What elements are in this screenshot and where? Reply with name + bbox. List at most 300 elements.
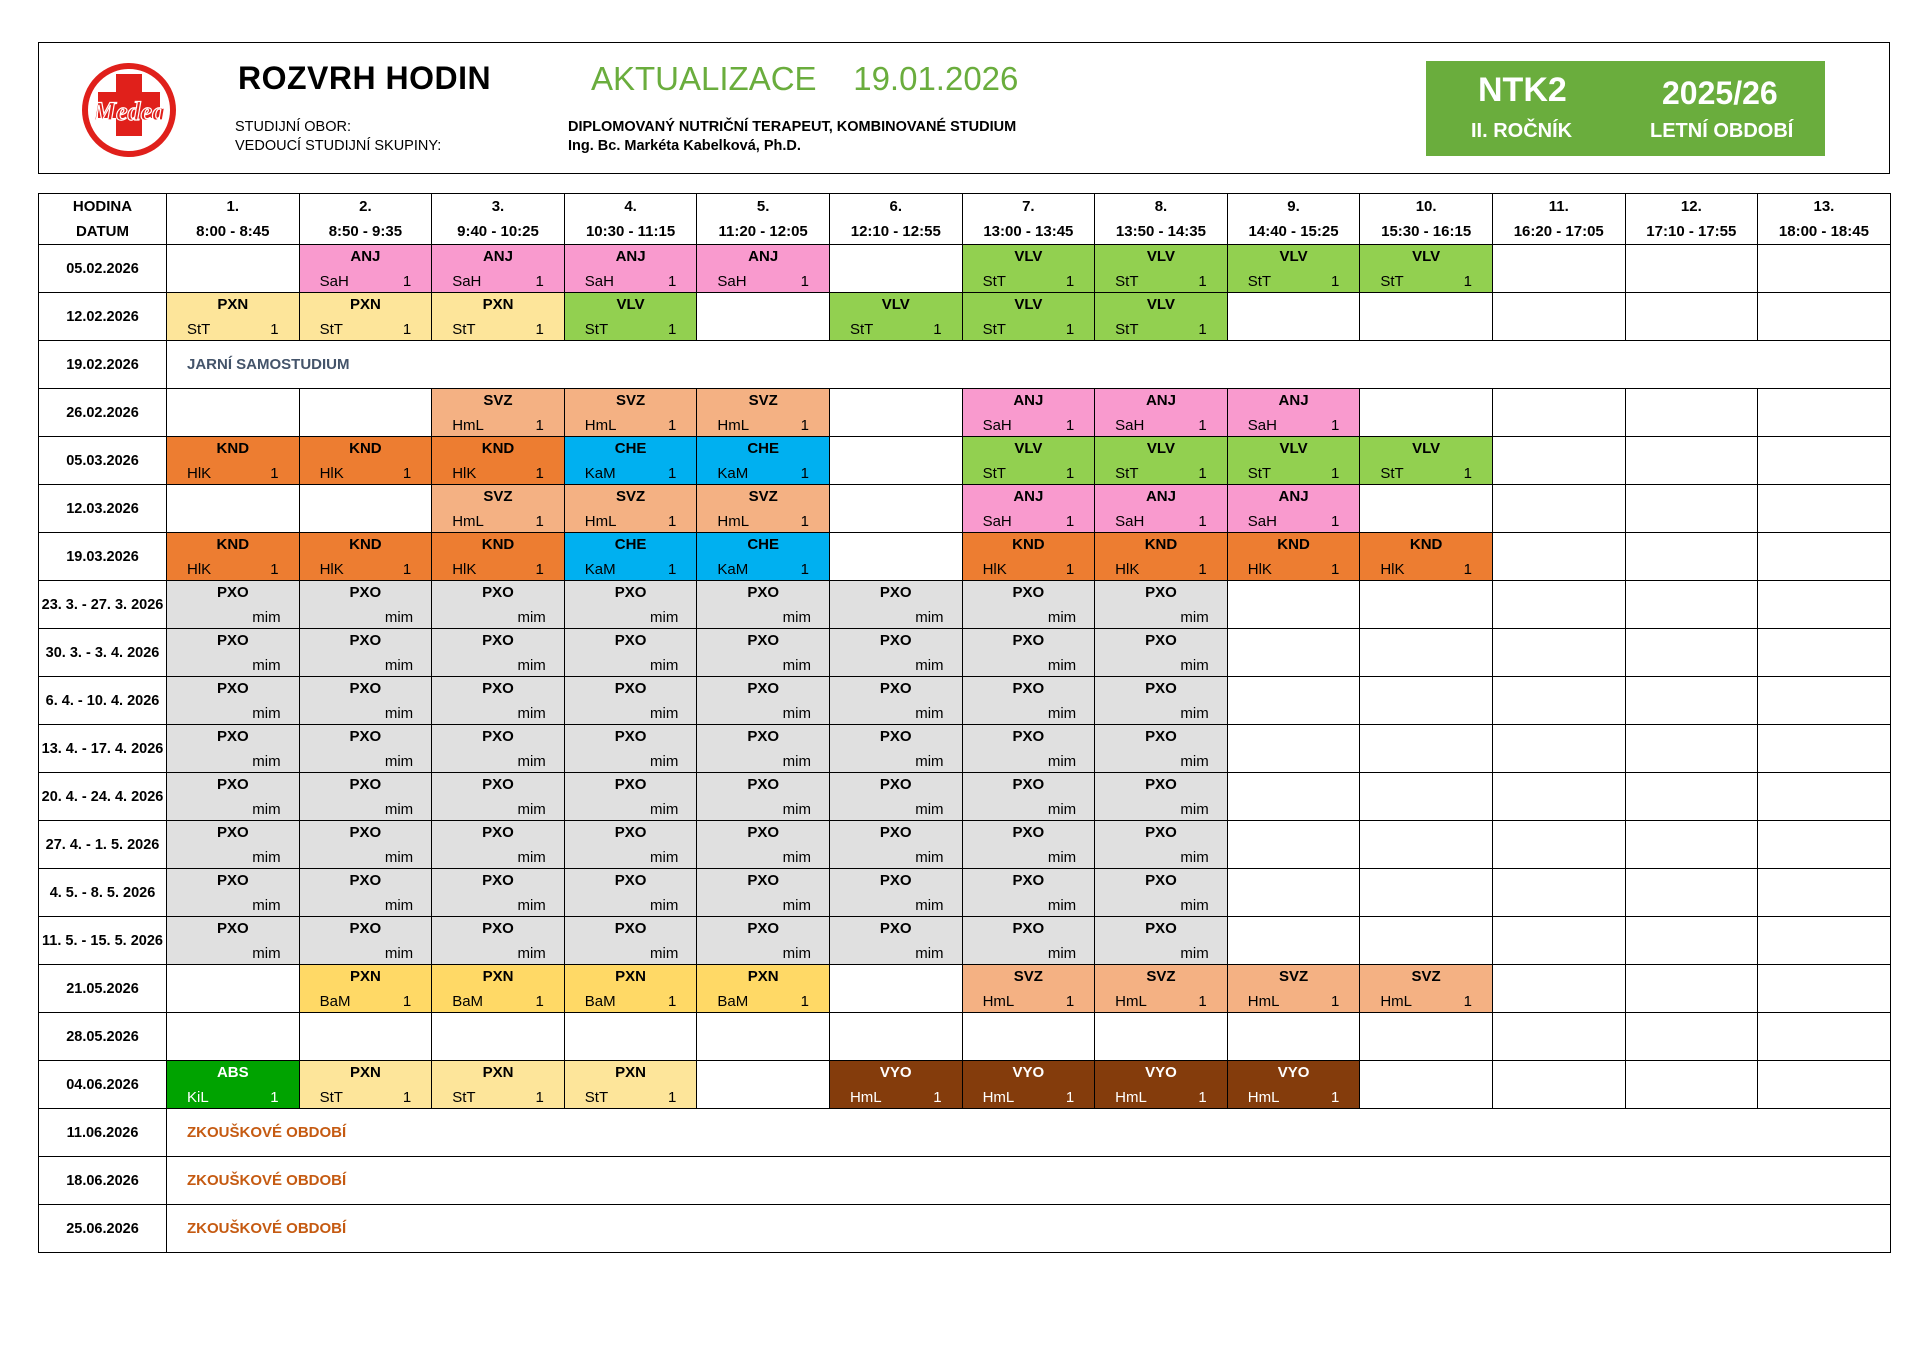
lesson-cell[interactable] (1095, 965, 1228, 1013)
subject-code: SVZ (1411, 968, 1441, 985)
lesson-cell[interactable] (697, 677, 830, 725)
lesson-cell[interactable] (564, 677, 697, 725)
lesson-note: mim (650, 753, 679, 770)
room-number: 1 (1463, 465, 1472, 482)
teacher-code: StT (849, 321, 874, 338)
lesson-note: mim (252, 801, 281, 818)
empty-cell (1492, 965, 1625, 1013)
subject-code: SVZ (1278, 968, 1309, 985)
hour-time: 15:30 - 16:15 (1381, 223, 1472, 240)
lesson-cell[interactable] (1227, 533, 1360, 581)
room-number: 1 (402, 273, 412, 290)
subject-code: PXO (216, 680, 249, 697)
lesson-cell[interactable] (1360, 533, 1493, 581)
lesson-cell[interactable] (299, 293, 432, 341)
lesson-cell[interactable] (829, 773, 962, 821)
hour-header (829, 194, 962, 245)
lesson-cell[interactable] (564, 293, 697, 341)
period-note: ZKOUŠKOVÉ OBDOBÍ (167, 1109, 1891, 1157)
subject-code: PXN (615, 968, 646, 985)
corner-cell (39, 194, 167, 245)
room-number: 1 (1198, 273, 1207, 290)
lesson-cell[interactable] (962, 293, 1095, 341)
lesson-cell[interactable] (829, 629, 962, 677)
lesson-cell[interactable] (962, 485, 1095, 533)
empty-cell (1227, 869, 1360, 917)
lesson-cell[interactable] (1360, 965, 1493, 1013)
lesson-cell[interactable] (829, 917, 962, 965)
subject-code: VLV (1412, 440, 1441, 457)
lesson-cell[interactable] (564, 725, 697, 773)
lesson-cell[interactable] (167, 533, 300, 581)
subject-code: PXO (216, 728, 249, 745)
lesson-cell[interactable] (564, 485, 697, 533)
lesson-cell[interactable] (299, 725, 432, 773)
subject-code: PXO (1145, 824, 1177, 841)
subject-code: VLV (1146, 248, 1175, 265)
subject-code: PXO (1145, 680, 1177, 697)
lesson-cell[interactable] (432, 437, 565, 485)
room-number: 1 (800, 273, 809, 290)
lesson-cell[interactable] (432, 1061, 565, 1109)
subject-code: PXO (349, 872, 382, 889)
hour-time: 14:40 - 15:25 (1248, 223, 1339, 240)
schedule-row (39, 341, 1891, 389)
lesson-note: mim (1180, 849, 1209, 866)
hour-time: 8:50 - 9:35 (328, 223, 403, 240)
teacher-code: KaM (584, 465, 616, 482)
lesson-cell[interactable] (299, 869, 432, 917)
lesson-cell[interactable] (1095, 533, 1228, 581)
lesson-cell[interactable] (697, 629, 830, 677)
lesson-cell[interactable] (697, 485, 830, 533)
lesson-cell[interactable] (299, 581, 432, 629)
lesson-cell[interactable] (564, 245, 697, 293)
lesson-cell[interactable] (962, 389, 1095, 437)
subject-code: PXO (1145, 920, 1177, 937)
subject-code: SVZ (1146, 968, 1176, 985)
lesson-cell[interactable] (962, 1061, 1095, 1109)
subject-code: PXO (1012, 776, 1045, 793)
hour-number: 6. (889, 198, 903, 215)
lesson-cell[interactable] (564, 581, 697, 629)
lesson-cell[interactable] (1227, 389, 1360, 437)
hour-header (697, 194, 830, 245)
hour-number: 13. (1813, 198, 1835, 215)
empty-cell (962, 1013, 1095, 1061)
lesson-note: mim (252, 753, 281, 770)
lesson-cell[interactable] (299, 917, 432, 965)
lesson-note: mim (252, 945, 281, 962)
empty-cell (1360, 629, 1493, 677)
header-row (39, 194, 1891, 245)
subject-code: CHE (614, 536, 647, 553)
date-cell: 05.02.2026 (39, 245, 167, 293)
subject-code: ANJ (615, 248, 646, 265)
subject-code: ANJ (350, 248, 381, 265)
date-cell: 25.06.2026 (39, 1205, 167, 1253)
empty-cell (1758, 677, 1891, 725)
lesson-cell[interactable] (167, 869, 300, 917)
empty-cell (1758, 629, 1891, 677)
empty-cell (1360, 773, 1493, 821)
lesson-cell[interactable] (167, 725, 300, 773)
empty-cell (1625, 869, 1758, 917)
lesson-cell[interactable] (1095, 869, 1228, 917)
schedule-row (39, 533, 1891, 581)
teacher-code: HmL (1380, 993, 1413, 1010)
lesson-cell[interactable] (167, 821, 300, 869)
room-number: 1 (800, 993, 809, 1010)
lesson-cell[interactable] (829, 581, 962, 629)
lesson-cell[interactable] (167, 437, 300, 485)
room-number: 1 (1198, 513, 1207, 530)
lesson-cell[interactable] (1095, 725, 1228, 773)
lesson-cell[interactable] (167, 293, 300, 341)
lesson-cell[interactable] (167, 677, 300, 725)
lesson-cell[interactable] (962, 725, 1095, 773)
lesson-cell[interactable] (1360, 437, 1493, 485)
lesson-cell[interactable] (564, 869, 697, 917)
empty-cell (1758, 725, 1891, 773)
empty-cell (1758, 437, 1891, 485)
empty-cell (1227, 821, 1360, 869)
lesson-cell[interactable] (432, 773, 565, 821)
lesson-cell[interactable] (564, 389, 697, 437)
lesson-cell[interactable] (564, 821, 697, 869)
lesson-cell[interactable] (829, 725, 962, 773)
empty-cell (1227, 581, 1360, 629)
hour-time: 13:00 - 13:45 (983, 223, 1074, 240)
lesson-cell[interactable] (962, 533, 1095, 581)
lesson-cell[interactable] (1095, 917, 1228, 965)
lesson-cell[interactable] (564, 1061, 697, 1109)
lesson-cell[interactable] (962, 965, 1095, 1013)
room-number: 1 (270, 1089, 279, 1106)
lesson-cell[interactable] (299, 821, 432, 869)
lesson-cell[interactable] (564, 773, 697, 821)
room-number: 1 (1331, 513, 1340, 530)
teacher-code: HmL (717, 417, 750, 434)
lesson-note: mim (1180, 801, 1209, 818)
subject-code: ANJ (1278, 392, 1309, 409)
lesson-cell[interactable] (1227, 437, 1360, 485)
lesson-cell[interactable] (697, 245, 830, 293)
subject-code: PXO (1145, 632, 1177, 649)
empty-cell (299, 1013, 432, 1061)
lesson-note: mim (1180, 753, 1209, 770)
lesson-cell[interactable] (299, 773, 432, 821)
lesson-cell[interactable] (299, 245, 432, 293)
teacher-code: SaH (1115, 513, 1145, 530)
subject-code: PXO (216, 824, 249, 841)
lesson-cell[interactable] (1227, 1061, 1360, 1109)
lesson-cell[interactable] (1095, 293, 1228, 341)
subject-code: KND (216, 440, 250, 457)
term: LETNÍ OBDOBÍ (1650, 120, 1794, 142)
subject-code: SVZ (748, 488, 778, 505)
subject-code: PXO (482, 632, 514, 649)
empty-cell (1625, 533, 1758, 581)
lesson-cell[interactable] (962, 869, 1095, 917)
date-cell: 30. 3. - 3. 4. 2026 (39, 629, 167, 677)
teacher-code: BaM (584, 993, 616, 1010)
teacher-code: StT (584, 1089, 609, 1106)
teacher-code: StT (1115, 465, 1139, 482)
subject-code: PXN (482, 1064, 514, 1081)
empty-cell (1360, 917, 1493, 965)
lesson-cell[interactable] (432, 917, 565, 965)
hour-header (1227, 194, 1360, 245)
lesson-cell[interactable] (829, 1061, 962, 1109)
lesson-cell[interactable] (829, 293, 962, 341)
lesson-cell[interactable] (1095, 1061, 1228, 1109)
lesson-cell[interactable] (829, 677, 962, 725)
date-cell: 19.03.2026 (39, 533, 167, 581)
lesson-note: mim (915, 897, 944, 914)
subject-code: PXO (1145, 728, 1177, 745)
lesson-cell[interactable] (167, 773, 300, 821)
lesson-cell[interactable] (432, 485, 565, 533)
hour-number: 12. (1680, 198, 1702, 215)
lesson-cell[interactable] (564, 965, 697, 1013)
lesson-cell[interactable] (697, 437, 830, 485)
logo-text: Medea (92, 97, 166, 126)
lesson-cell[interactable] (697, 725, 830, 773)
lesson-cell[interactable] (1227, 965, 1360, 1013)
date-cell: 12.03.2026 (39, 485, 167, 533)
lesson-cell[interactable] (1095, 773, 1228, 821)
lesson-cell[interactable] (1095, 485, 1228, 533)
lesson-cell[interactable] (1095, 677, 1228, 725)
empty-cell (829, 1013, 962, 1061)
hour-time: 18:00 - 18:45 (1778, 223, 1869, 240)
lesson-cell[interactable] (829, 869, 962, 917)
lesson-cell[interactable] (432, 677, 565, 725)
lesson-cell[interactable] (564, 533, 697, 581)
lesson-cell[interactable] (1360, 245, 1493, 293)
lesson-cell[interactable] (432, 245, 565, 293)
subject-code: PXO (216, 872, 249, 889)
subject-code: PXO (879, 584, 912, 601)
subject-code: KND (1144, 536, 1178, 553)
teacher-code: StT (452, 321, 476, 338)
lesson-cell[interactable] (1095, 821, 1228, 869)
subject-code: PXO (482, 680, 514, 697)
teacher-code: HmL (982, 1089, 1015, 1106)
subject-code: PXO (1145, 776, 1177, 793)
subject-code: PXO (879, 776, 912, 793)
empty-cell (1360, 725, 1493, 773)
lesson-cell[interactable] (299, 965, 432, 1013)
room-number: 1 (1331, 417, 1340, 434)
subject-code: PXN (217, 296, 249, 313)
lesson-cell[interactable] (432, 869, 565, 917)
teacher-code: HlK (1115, 561, 1140, 578)
teacher-code: SaH (982, 513, 1012, 530)
teacher-code: HmL (452, 513, 484, 530)
teacher-code: StT (1380, 273, 1404, 290)
empty-cell (1227, 1013, 1360, 1061)
teacher-code: StT (319, 1089, 343, 1106)
lesson-cell[interactable] (962, 773, 1095, 821)
subject-code: VLV (1146, 296, 1175, 313)
empty-cell (1625, 389, 1758, 437)
lesson-cell[interactable] (299, 1061, 432, 1109)
lesson-cell[interactable] (432, 965, 565, 1013)
lesson-cell[interactable] (1095, 629, 1228, 677)
lesson-cell[interactable] (697, 533, 830, 581)
lesson-note: mim (915, 705, 944, 722)
lesson-cell[interactable] (432, 581, 565, 629)
teacher-code: HlK (982, 561, 1007, 578)
lesson-cell[interactable] (167, 1061, 300, 1109)
empty-cell (1625, 965, 1758, 1013)
room-number: 1 (402, 993, 412, 1010)
lesson-note: mim (650, 609, 679, 626)
lesson-note: mim (252, 609, 281, 626)
lesson-cell[interactable] (432, 821, 565, 869)
empty-cell (1758, 965, 1891, 1013)
lesson-cell[interactable] (1227, 245, 1360, 293)
teacher-code: HlK (452, 465, 477, 482)
empty-cell (1625, 437, 1758, 485)
lesson-cell[interactable] (962, 821, 1095, 869)
room-number: 1 (668, 465, 677, 482)
subject-code: VLV (1279, 248, 1308, 265)
subject-code: PXO (1012, 728, 1045, 745)
lesson-cell[interactable] (697, 773, 830, 821)
lesson-cell[interactable] (167, 917, 300, 965)
lesson-cell[interactable] (1095, 389, 1228, 437)
room-number: 1 (1331, 1089, 1340, 1106)
empty-cell (1227, 293, 1360, 341)
medea-logo-icon (76, 60, 182, 160)
subject-code: VLV (1412, 248, 1441, 265)
hour-number: 7. (1022, 198, 1035, 215)
date-cell: 04.06.2026 (39, 1061, 167, 1109)
teacher-code: HlK (319, 561, 344, 578)
subject-code: PXO (747, 632, 780, 649)
subject-code: PXO (879, 920, 912, 937)
lesson-cell[interactable] (432, 389, 565, 437)
hour-number: 9. (1287, 198, 1300, 215)
empty-cell (1625, 821, 1758, 869)
empty-cell (1625, 1013, 1758, 1061)
subject-code: PXN (482, 968, 514, 985)
lesson-cell[interactable] (962, 581, 1095, 629)
update-date: AKTUALIZACE 19.01.2026 (591, 60, 1019, 97)
teacher-code: StT (319, 321, 343, 338)
room-number: 1 (1331, 561, 1340, 578)
teacher-code: HmL (849, 1089, 882, 1106)
lesson-cell[interactable] (432, 293, 565, 341)
lesson-cell[interactable] (697, 965, 830, 1013)
lesson-cell[interactable] (697, 869, 830, 917)
lesson-note: mim (782, 657, 811, 674)
lesson-cell[interactable] (1095, 245, 1228, 293)
lesson-cell[interactable] (697, 389, 830, 437)
lesson-cell[interactable] (962, 629, 1095, 677)
lesson-cell[interactable] (1095, 581, 1228, 629)
date-cell: 05.03.2026 (39, 437, 167, 485)
date-cell: 20. 4. - 24. 4. 2026 (39, 773, 167, 821)
hour-header (167, 194, 300, 245)
lesson-cell[interactable] (167, 629, 300, 677)
hour-header (1095, 194, 1228, 245)
empty-cell (1625, 1061, 1758, 1109)
lesson-cell[interactable] (299, 629, 432, 677)
lesson-note: mim (384, 753, 414, 770)
lesson-cell[interactable] (299, 533, 432, 581)
lesson-cell[interactable] (167, 581, 300, 629)
lesson-note: mim (782, 753, 811, 770)
lesson-cell[interactable] (829, 821, 962, 869)
lesson-cell[interactable] (1095, 437, 1228, 485)
subject-code: VLV (616, 296, 645, 313)
lesson-cell[interactable] (564, 917, 697, 965)
lesson-cell[interactable] (564, 629, 697, 677)
lesson-note: mim (915, 945, 944, 962)
lesson-cell[interactable] (299, 677, 432, 725)
teacher-code: BaM (452, 993, 484, 1010)
lesson-cell[interactable] (432, 533, 565, 581)
room-number: 1 (535, 993, 544, 1010)
subject-code: SVZ (1013, 968, 1043, 985)
subject-code: VYO (1012, 1064, 1045, 1081)
lesson-cell[interactable] (432, 629, 565, 677)
lesson-cell[interactable] (564, 437, 697, 485)
subject-code: PXO (1145, 872, 1177, 889)
subject-code: VYO (879, 1064, 912, 1081)
schedule-row (39, 485, 1891, 533)
room-number: 1 (668, 513, 677, 530)
room-number: 1 (1463, 993, 1472, 1010)
lesson-note: mim (650, 897, 679, 914)
empty-cell (697, 1061, 830, 1109)
lesson-note: mim (1180, 897, 1209, 914)
lesson-note: mim (517, 897, 546, 914)
empty-cell (1758, 1013, 1891, 1061)
lesson-cell[interactable] (962, 917, 1095, 965)
lesson-cell[interactable] (697, 821, 830, 869)
lesson-cell[interactable] (697, 917, 830, 965)
empty-cell (1625, 581, 1758, 629)
teacher-code: HlK (187, 561, 212, 578)
room-number: 1 (535, 513, 544, 530)
lesson-cell[interactable] (1227, 485, 1360, 533)
lesson-cell[interactable] (432, 725, 565, 773)
subject-code: PXO (747, 728, 780, 745)
lesson-cell[interactable] (962, 677, 1095, 725)
date-cell: 11. 5. - 15. 5. 2026 (39, 917, 167, 965)
empty-cell (1758, 773, 1891, 821)
lesson-note: mim (1047, 657, 1077, 674)
empty-cell (1492, 821, 1625, 869)
teacher-code: HmL (1247, 1089, 1280, 1106)
subject-code: PXO (482, 920, 514, 937)
schedule-row (39, 581, 1891, 629)
lesson-cell[interactable] (697, 581, 830, 629)
lesson-cell[interactable] (299, 437, 432, 485)
lesson-cell[interactable] (962, 437, 1095, 485)
empty-cell (697, 1013, 830, 1061)
empty-cell (1758, 1061, 1891, 1109)
teacher-code: HlK (187, 465, 212, 482)
lesson-note: mim (650, 801, 679, 818)
date-cell: 6. 4. - 10. 4. 2026 (39, 677, 167, 725)
lesson-cell[interactable] (962, 245, 1095, 293)
